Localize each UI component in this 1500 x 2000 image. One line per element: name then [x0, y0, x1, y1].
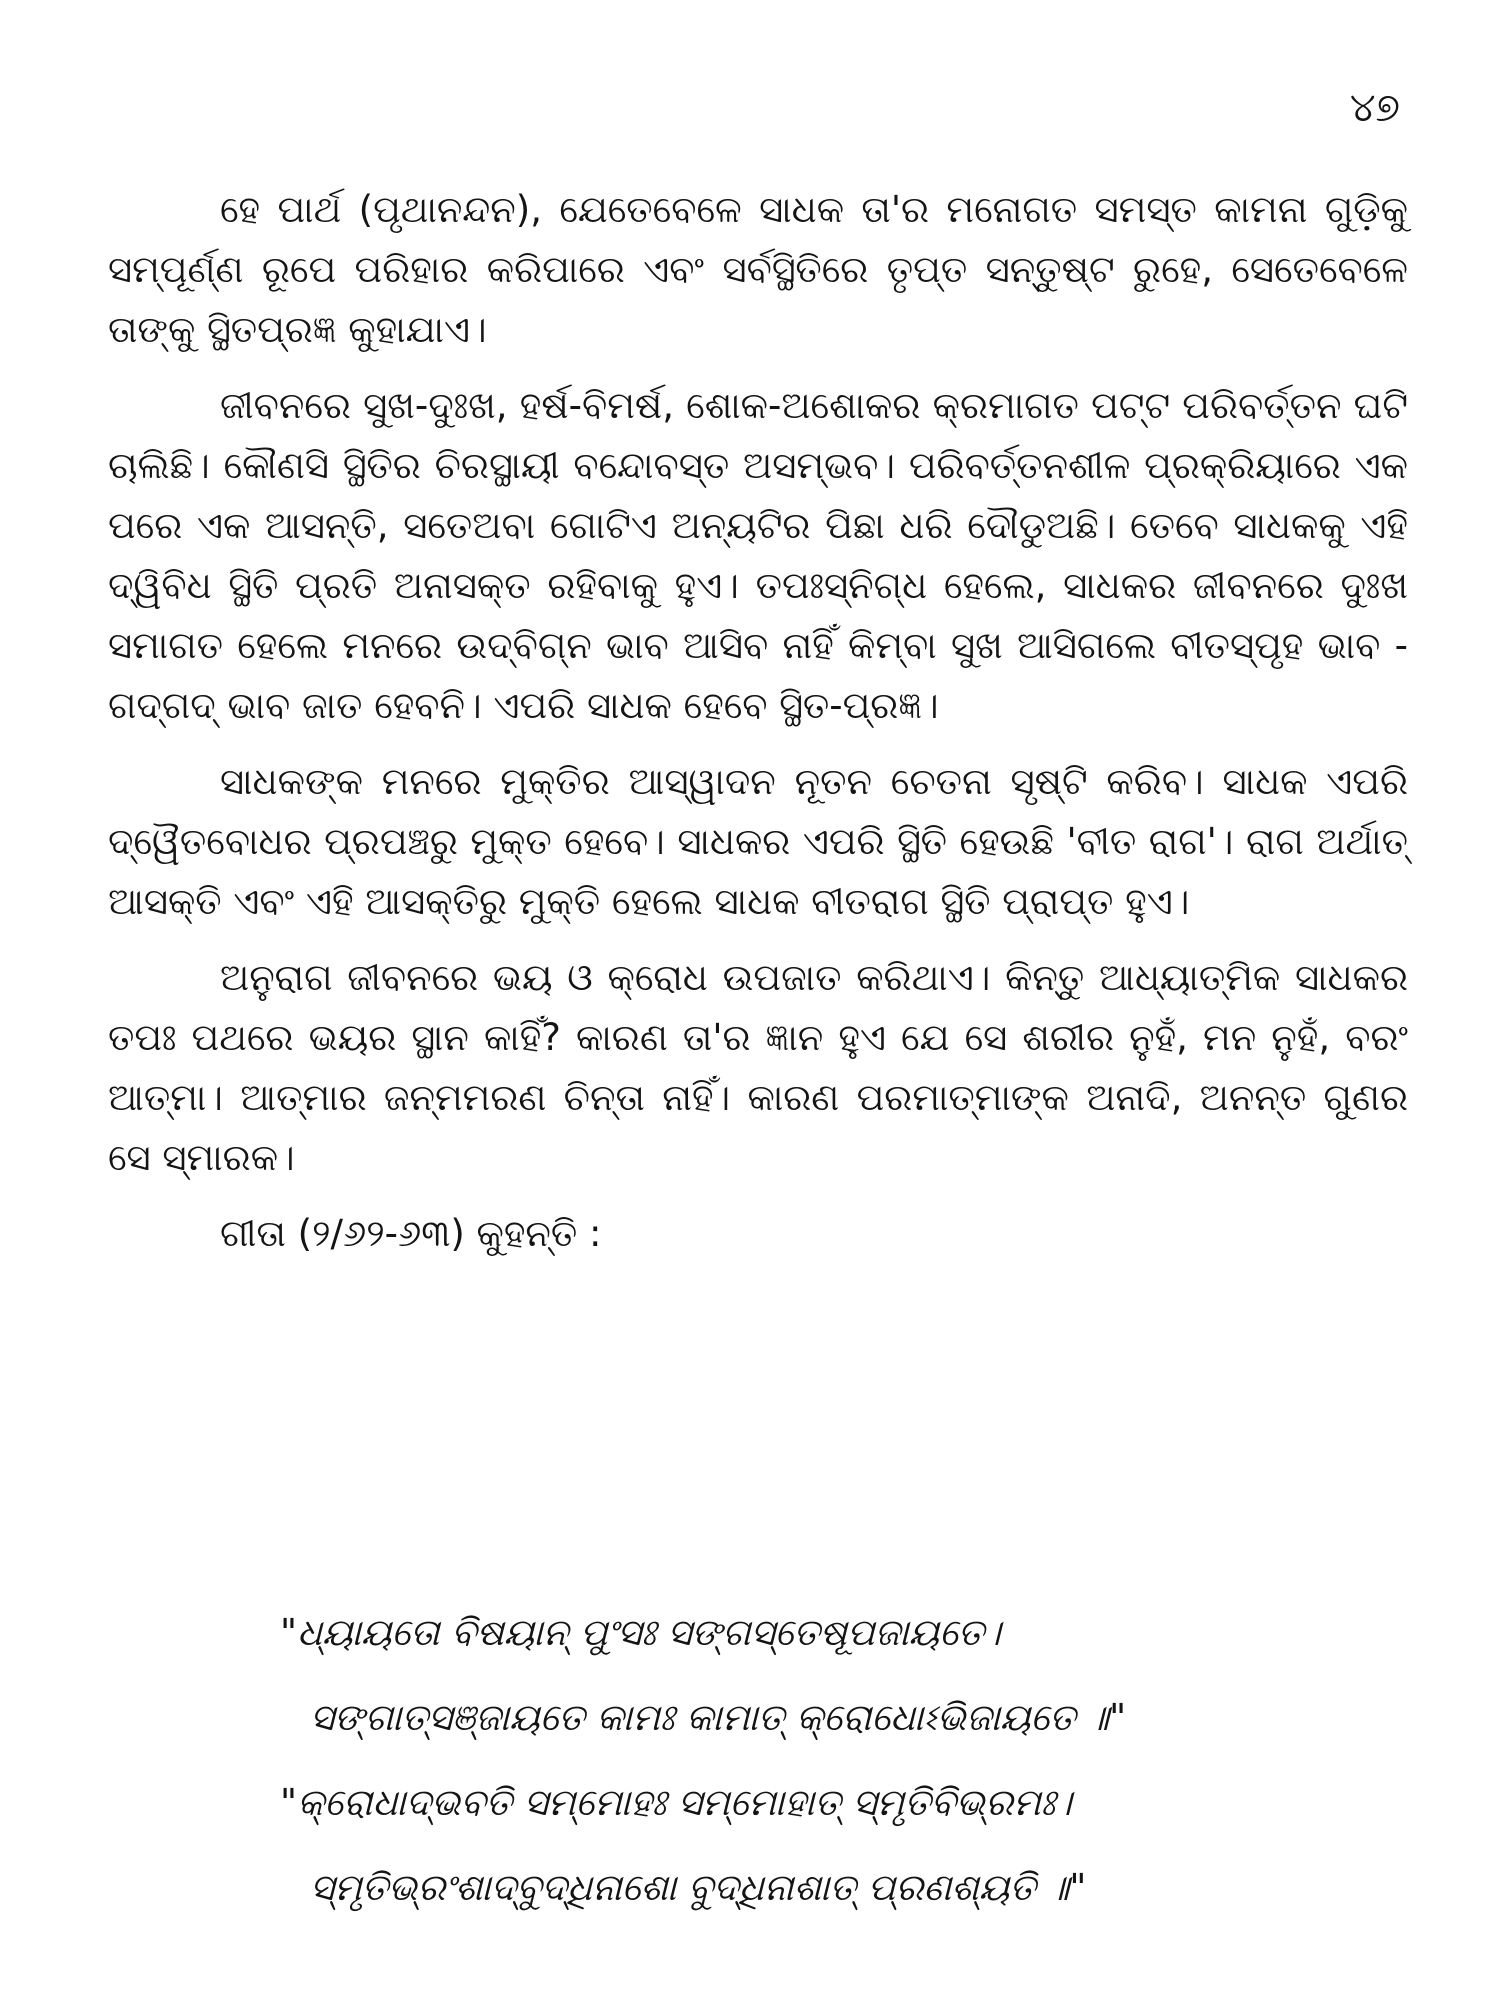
body-text — [108, 180, 1408, 1280]
page-number: ୪୭ — [1349, 85, 1400, 131]
gita-verse-block — [280, 1590, 1280, 1930]
verse-line-2: ସଙ୍ଗାତ୍‌ସଞ୍ଜାୟତେ କାମଃ କାମାତ୍ କ୍ରୋଧୋଽଭିଜାୟତେ ॥" — [310, 1696, 1127, 1739]
paragraph-4: ଅନୁରାଗ ଜୀବନରେ ଭୟ ଓ କ୍ରୋଧ ଉପଜାତ କରିଥାଏ। କିନ୍ତୁ ଆଧ୍ୟାତ୍ମିକ ସାଧକର ତପଃ ପଥରେ ଭୟର ସ୍ଥାନ କାହିଁ? କାରଣ ତା'ର ଜ୍ଞାନ ହୁଏ ଯେ ସେ ଶରୀର ନୁହଁ, ମନ ନୁହଁ, ବରଂ ଆତ୍ମା। ଆତ୍ମାର ଜନ୍ମମରଣ ଚିନ୍ତା ନାହିଁ। କାରଣ ପରମାତ୍ମାଙ୍କ ଅନାଦି, ଅନନ୍ତ ଗୁଣର ସେ ସ୍ମାରକ। — [108, 956, 1408, 1179]
verse-line-4: ସ୍ମୃତିଭ୍ରଂଶାଦ୍‌ବୁଦ୍ଧିନାଶୋ ବୁଦ୍ଧିନାଶାତ୍ ପ୍ରଣଶ୍ୟତି ॥" — [310, 1866, 1087, 1909]
verse-line-3: "କ୍ରୋଧାଦ୍‌ଭବତି ସମ୍ମୋହଃ ସମ୍ମୋହାତ୍ ସ୍ମୃତିବିଭ୍ରମଃ। — [280, 1781, 1072, 1824]
paragraph-2: ଜୀବନରେ ସୁଖ-ଦୁଃଖ, ହର୍ଷ-ବିମର୍ଷ, ଶୋକ-ଅଶୋକର କ୍ରମାଗତ ପଟ୍ଟ ପରିବର୍ତ୍ତନ ଘଟି ଚାଲିଛି। କୌଣସି ସ୍ଥିତିର ଚିରସ୍ଥାୟୀ ବନ୍ଦୋବସ୍ତ ଅସମ୍ଭବ। ପରିବର୍ତ୍ତନଶୀଳ ପ୍ରକ୍ରିୟାରେ ଏକ ପରେ ଏକ ଆସନ୍ତି, ସତେଅବା ଗୋଟିଏ ଅନ୍ୟଟିର ପିଛା ଧରି ଦୌଡୁଅଛି। ତେବେ ସାଧକକୁ ଏହି ଦ୍ୱିବିଧ ସ୍ଥିତି ପ୍ରତି ଅନାସକ୍ତ ରହିବାକୁ ହୁଏ। ତପଃସ୍ନିଗ୍ଧ ହେଲେ, ସାଧକର ଜୀବନରେ ଦୁଃଖ ସମାଗତ ହେଲେ ମନରେ ଉଦ୍‌ବିଗ୍ନ ଭାବ ଆସିବ ନାହିଁ କିମ୍ବା ସୁଖ ଆସିଗଲେ ବୀତସ୍ପୃହ ଭାବ - ଗଦ୍‌ଗଦ୍ ଭାବ ଜାତ ହେବନି। ଏପରି ସାଧକ ହେବେ ସ୍ଥିତ-ପ୍ରଜ୍ଞ। — [108, 384, 1408, 727]
paragraph-3: ସାଧକଙ୍କ ମନରେ ମୁକ୍ତିର ଆସ୍ୱାଦନ ନୂତନ ଚେତନା ସୃଷ୍ଟି କରିବ। ସାଧକ ଏପରି ଦ୍ୱୈତବୋଧର ପ୍ରପଞ୍ଚରୁ ମୁକ୍ତ ହେବେ। ସାଧକର ଏପରି ସ୍ଥିତି ହେଉଛି 'ବୀତ ରାଗ'। ରାଗ ଅର୍ଥାତ୍ ଆସକ୍ତି ଏବଂ ଏହି ଆସକ୍ତିରୁ ମୁକ୍ତି ହେଲେ ସାଧକ ବୀତରାଗ ସ୍ଥିତି ପ୍ରାପ୍ତ ହୁଏ। — [108, 760, 1408, 923]
paragraph-1: ହେ ପାର୍ଥ (ପୃଥାନନ୍ଦନ), ଯେତେବେଳେ ସାଧକ ତା'ର ମନୋଗତ ସମସ୍ତ କାମନା ଗୁଡ଼ିକୁ ସମ୍ପୂର୍ଣ୍ଣ ରୂପେ ପରିହାର କରିପାରେ ଏବଂ ସର୍ବସ୍ଥିତିରେ ତୃପ୍ତ ସନ୍ତୁଷ୍ଟ ରୁହେ, ସେତେବେଳେ ତାଙ୍କୁ ସ୍ଥିତପ୍ରଜ୍ଞ କୁହାଯାଏ। — [108, 188, 1408, 351]
verse-line-1: "ଧ୍ୟାୟତୋ ବିଷୟାନ୍ ପୁଂସଃ ସଙ୍ଗସ୍ତେଷୂପଜାୟତେ। — [280, 1611, 1001, 1654]
verse-intro: ଗୀତା (୨/୬୨-୬୩) କୁହନ୍ତି : — [220, 1212, 602, 1255]
